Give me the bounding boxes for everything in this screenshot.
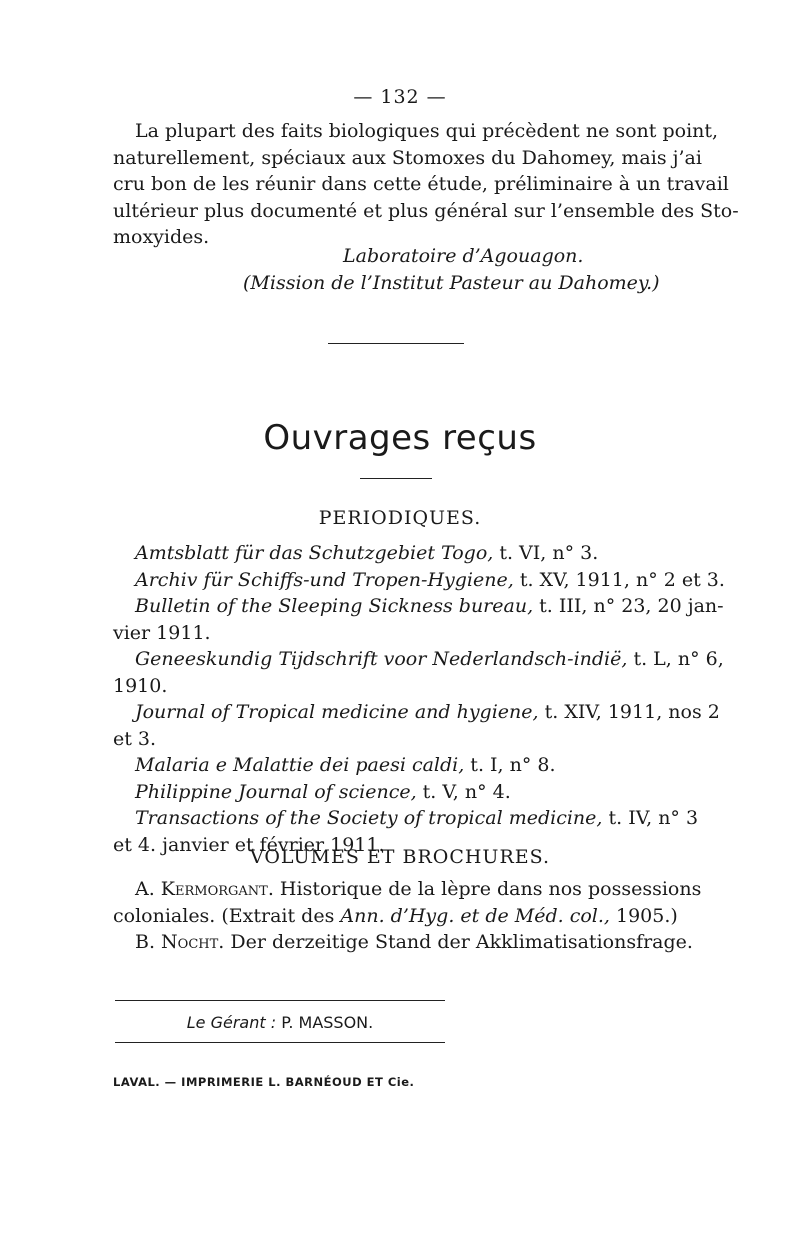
footer-rule-bottom	[115, 1042, 445, 1043]
periodiques-heading: PERIODIQUES.	[318, 507, 482, 529]
paragraph-line: moxyides.	[113, 226, 210, 248]
list-item-continuation: et 4. janvier et février 1911.	[113, 833, 385, 856]
author-name: B. Nocht.	[135, 931, 225, 953]
list-item-continuation: vier 1911.	[113, 621, 211, 644]
list-item: Amtsblatt für das Schutzgebiet Togo, t. VI, n° 3.	[135, 542, 599, 564]
list-item-continuation: 1910.	[113, 674, 168, 697]
list-item: Journal of Tropical medicine and hygiene, t. XIV, 1911, nos 2	[135, 701, 720, 723]
list-item: Geneeskundig Tijdschrift voor Nederlandsch-indië, t. L, n° 6,	[135, 648, 724, 670]
volumes-heading: VOLUMES ET BROCHURES.	[249, 846, 551, 868]
author-name: A. Kermorgant.	[135, 878, 274, 900]
section-divider	[328, 343, 464, 344]
list-item: Malaria e Malattie dei paesi caldi, t. I, n° 8.	[135, 754, 556, 776]
title-underline	[360, 478, 432, 479]
paragraph-line: ultérieur plus documenté et plus général sur l’ensemble des Sto-	[113, 199, 739, 222]
list-item-continuation: coloniales. (Extrait des Ann. d’Hyg. et de Méd. col., 1905.)	[113, 904, 678, 927]
list-item: B. Nocht. Der derzeitige Stand der Akklimatisationsfrage.	[135, 931, 693, 953]
paragraph-line: La plupart des faits biologiques qui précèdent ne sont point,	[135, 120, 719, 142]
volumes-list	[113, 876, 702, 956]
section-title: Ouvrages reçus	[263, 418, 537, 458]
paragraph-line: naturellement, spéciaux aux Stomoxes du Dahomey, mais j’ai	[113, 146, 702, 169]
intro-paragraph	[113, 118, 739, 251]
signature-lab: Laboratoire d’Agouagon.	[343, 245, 584, 267]
gerant-line: Le Gérant : P. MASSON.	[186, 1013, 374, 1032]
signature-mission: (Mission de l’Institut Pasteur au Dahomey.)	[243, 271, 660, 294]
list-item: Archiv für Schiffs-und Tropen-Hygiene, t. XV, 1911, n° 2 et 3.	[135, 568, 725, 591]
signature-block	[113, 243, 693, 296]
list-item: Transactions of the Society of tropical medicine, t. IV, n° 3	[135, 807, 699, 829]
printer-imprint: LAVAL. — IMPRIMERIE L. BARNÉOUD ET Cie.	[113, 1075, 415, 1089]
list-item: Bulletin of the Sleeping Sickness bureau, t. III, n° 23, 20 jan-	[135, 595, 724, 617]
page-number: — 132 —	[353, 86, 447, 108]
list-item-continuation: et 3.	[113, 727, 157, 750]
footer-rule-top	[115, 1000, 445, 1001]
list-item: A. Kermorgant. Historique de la lèpre dans nos possessions	[135, 878, 702, 900]
periodiques-list	[113, 540, 725, 858]
paragraph-line: cru bon de les réunir dans cette étude, préliminaire à un travail	[113, 173, 729, 195]
list-item: Philippine Journal of science, t. V, n° 4.	[135, 780, 511, 803]
